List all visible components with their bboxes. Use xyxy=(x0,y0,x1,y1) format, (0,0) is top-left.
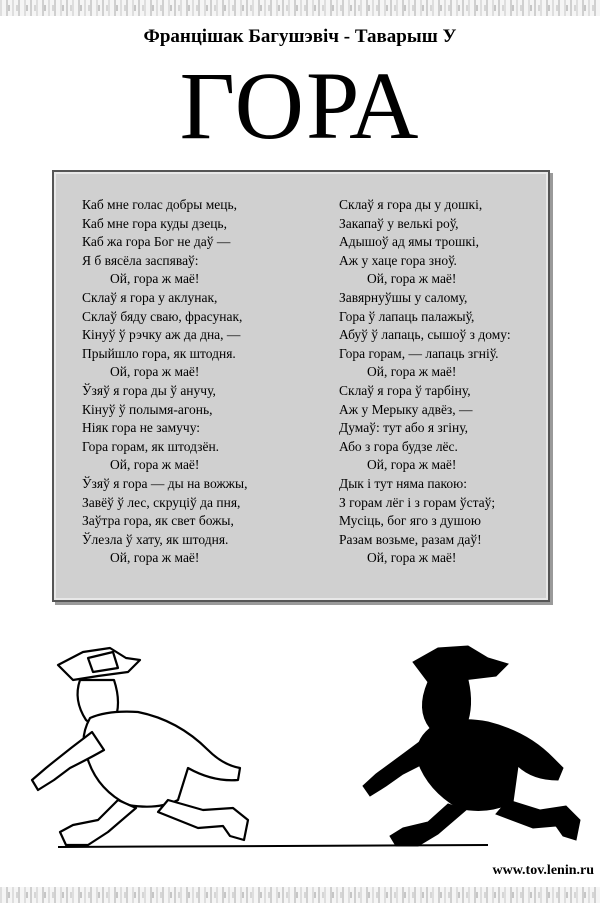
walking-man-outline xyxy=(32,648,248,845)
poem-refrain-line: Ой, гора ж маё! xyxy=(110,550,200,566)
poem-box xyxy=(52,170,550,602)
poem-line: Завярнуўшы у салому, xyxy=(339,289,468,305)
poem-line: Завёў ў лес, скруціў да пня, xyxy=(82,494,241,510)
poem-refrain-line: Ой, гора ж маё! xyxy=(367,457,457,473)
author-line: Францішак Багушэвіч - Таварыш У xyxy=(143,26,457,47)
poem-line: З горам лёг і з горам ўстаў; xyxy=(339,494,496,510)
poem-refrain-line: Ой, гора ж маё! xyxy=(110,457,200,473)
ground-line xyxy=(58,845,488,847)
poem-column-left xyxy=(82,196,247,568)
poem-line: Гора горам, як штодзён. xyxy=(82,438,220,454)
poem-line: Я б вясёла заспяваў: xyxy=(82,252,199,268)
page-title: ГОРА xyxy=(179,52,421,159)
poem-line: Каб мне голас добры мець, xyxy=(82,197,238,212)
poem-line: Адышоў ад ямы трошкі, xyxy=(339,234,480,250)
poem-refrain-line: Ой, гора ж маё! xyxy=(110,271,200,287)
poem-line: Каб мне гора куды дзець, xyxy=(82,215,227,231)
poem-line: Кінуў ў полымя-агонь, xyxy=(82,401,213,417)
decorative-border-bottom xyxy=(0,887,600,903)
poem-line: Склаў бяду сваю, фрасунак, xyxy=(82,308,243,324)
poem-line: Або з гора будзе лёс. xyxy=(339,438,458,454)
poem-refrain-line: Ой, гора ж маё! xyxy=(367,364,457,380)
poem-line: Склаў я гора ў тарбіну, xyxy=(339,382,471,398)
poem-line: Думаў: тут або я згіну, xyxy=(339,420,469,436)
poem-line: Гора ў лапаць палажыў, xyxy=(339,308,475,324)
walking-man-silhouette xyxy=(363,646,580,846)
poem-line: Закапаў у велькі роў, xyxy=(339,215,459,231)
poem-line: Дык і тут няма пакою: xyxy=(339,475,468,491)
poem-line: Гора горам, — лапаць згніў. xyxy=(339,345,499,361)
poem-line: Кінуў ў рэчку аж да дна, — xyxy=(82,327,241,343)
poem-line: Склаў я гора ды у дошкі, xyxy=(339,197,483,212)
poem-line: Ніяк гора не замучу: xyxy=(82,420,201,436)
poem-line: Ўзяў я гора — ды на вожжы, xyxy=(82,475,248,491)
poem-line: Склаў я гора у аклунак, xyxy=(82,289,218,305)
poem-refrain-line: Ой, гора ж маё! xyxy=(367,550,457,566)
illustration xyxy=(18,640,588,865)
decorative-border-top xyxy=(0,0,600,16)
poem-line: Заўтра гора, як свет божы, xyxy=(82,513,234,529)
poem-line: Абуў ў лапаць, сышоў з дому: xyxy=(339,327,511,343)
website-link[interactable]: www.tov.lenin.ru xyxy=(492,863,594,878)
poem-refrain-line: Ой, гора ж маё! xyxy=(110,364,200,380)
poem-line: Ўзяў я гора ды ў анучу, xyxy=(82,382,216,398)
poem-line: Разам возьме, разам даў! xyxy=(339,531,482,547)
poem-line: Ўлезла ў хату, як штодня. xyxy=(82,531,229,547)
poem-line: Каб жа гора Бог не даў — xyxy=(82,234,231,250)
poem-column-right xyxy=(339,196,511,568)
poem-line: Аж у хаце гора зноў. xyxy=(339,252,457,268)
poem-refrain-line: Ой, гора ж маё! xyxy=(367,271,457,287)
poem-line: Мусіць, бог яго з душою xyxy=(339,513,481,529)
poem-line: Прыйшло гора, як штодня. xyxy=(82,345,236,361)
poem-line: Аж у Мерыку адвёз, — xyxy=(339,401,473,417)
